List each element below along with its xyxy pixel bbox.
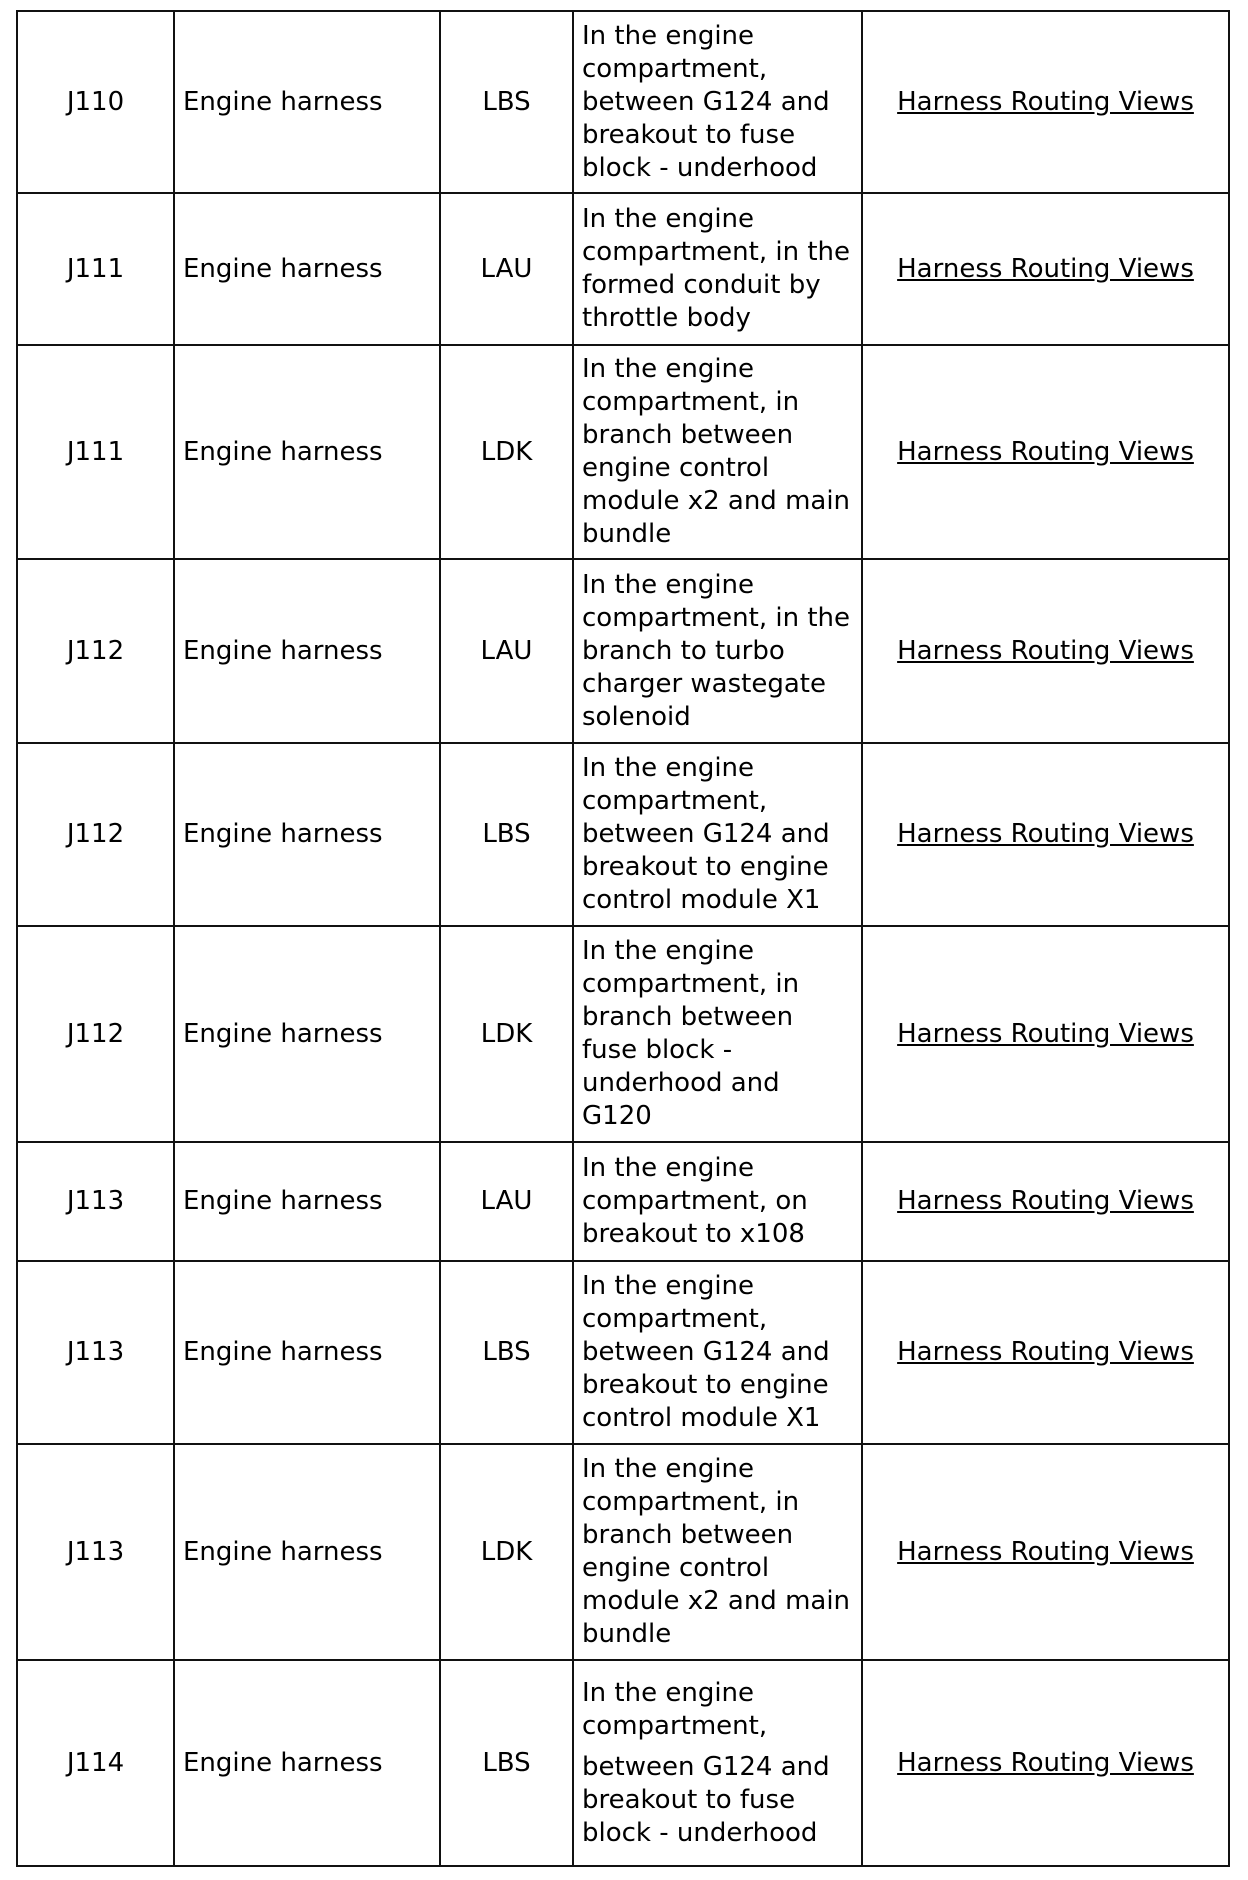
location-text: In the engine compartment, between G124 and breakout to engine control module X1 xyxy=(582,1271,830,1433)
location-text: In the engine compartment, in branch between engine control module x2 and main bundle xyxy=(582,1454,851,1649)
option-code: LDK xyxy=(440,926,573,1142)
harness-routing-views-link[interactable]: Harness Routing Views xyxy=(897,253,1194,284)
connector-number: J112 xyxy=(17,559,174,743)
option-code: LDK xyxy=(440,345,573,559)
harness-routing-views-link[interactable]: Harness Routing Views xyxy=(897,436,1194,467)
table-row xyxy=(17,743,1229,926)
routing-link-cell xyxy=(862,1444,1229,1660)
table-row xyxy=(17,11,1229,193)
location-text: In the engine compartment, between G124 and breakout to engine control module X1 xyxy=(582,753,830,915)
harness-name: Engine harness xyxy=(174,345,440,559)
location-text: In the engine compartment, xyxy=(582,1677,768,1741)
routing-link-cell xyxy=(862,193,1229,345)
connector-table-body xyxy=(17,11,1229,1866)
connector-number: J111 xyxy=(17,193,174,345)
location-description xyxy=(573,559,862,743)
harness-name: Engine harness xyxy=(174,193,440,345)
harness-name: Engine harness xyxy=(174,926,440,1142)
option-code: LBS xyxy=(440,1261,573,1444)
routing-link-cell xyxy=(862,743,1229,926)
table-row xyxy=(17,1261,1229,1444)
harness-routing-views-link[interactable]: Harness Routing Views xyxy=(897,635,1194,666)
harness-name: Engine harness xyxy=(174,743,440,926)
location-text: In the engine compartment, in the branch to turbo charger wastegate solenoid xyxy=(582,569,851,732)
harness-name: Engine harness xyxy=(174,1142,440,1261)
option-code: LBS xyxy=(440,1660,573,1866)
location-text: In the engine compartment, in branch between engine control module x2 and main bundle xyxy=(582,354,851,549)
location-description xyxy=(573,926,862,1142)
connector-number: J113 xyxy=(17,1444,174,1660)
location-description xyxy=(573,193,862,345)
harness-routing-views-link[interactable]: Harness Routing Views xyxy=(897,819,1194,849)
harness-routing-views-link[interactable]: Harness Routing Views xyxy=(897,1018,1194,1049)
harness-routing-views-link[interactable]: Harness Routing Views xyxy=(897,1536,1194,1567)
routing-link-cell xyxy=(862,559,1229,743)
location-description xyxy=(573,345,862,559)
harness-name: Engine harness xyxy=(174,559,440,743)
harness-name: Engine harness xyxy=(174,1261,440,1444)
routing-link-cell xyxy=(862,1142,1229,1261)
harness-name: Engine harness xyxy=(174,11,440,193)
routing-link-cell xyxy=(862,11,1229,193)
harness-routing-views-link[interactable]: Harness Routing Views xyxy=(897,1186,1194,1216)
harness-routing-views-link[interactable]: Harness Routing Views xyxy=(897,1337,1194,1367)
harness-routing-views-link[interactable]: Harness Routing Views xyxy=(897,1747,1194,1778)
harness-name: Engine harness xyxy=(174,1444,440,1660)
option-code: LDK xyxy=(440,1444,573,1660)
connector-number: J111 xyxy=(17,345,174,559)
table-row xyxy=(17,1142,1229,1261)
location-text: In the engine compartment, on breakout to x108 xyxy=(582,1153,808,1249)
connector-table xyxy=(16,10,1230,1867)
table-row xyxy=(17,193,1229,345)
location-description xyxy=(573,11,862,193)
harness-name: Engine harness xyxy=(174,1660,440,1866)
routing-link-cell xyxy=(862,926,1229,1142)
routing-link-cell xyxy=(862,1660,1229,1866)
connector-number: J112 xyxy=(17,926,174,1142)
connector-number: J110 xyxy=(17,11,174,193)
connector-number: J113 xyxy=(17,1261,174,1444)
location-description xyxy=(573,1660,862,1866)
location-text: In the engine compartment, between G124 and breakout to fuse block - underhood xyxy=(582,20,830,183)
location-text: In the engine compartment, in branch between fuse block - underhood and G120 xyxy=(582,936,800,1131)
connector-number: J114 xyxy=(17,1660,174,1866)
location-text: In the engine compartment, in the formed conduit by throttle body xyxy=(582,204,851,333)
location-description xyxy=(573,1261,862,1444)
table-row xyxy=(17,1660,1229,1866)
routing-link-cell xyxy=(862,345,1229,559)
option-code: LAU xyxy=(440,559,573,743)
routing-link-cell xyxy=(862,1261,1229,1444)
table-row xyxy=(17,926,1229,1142)
location-description xyxy=(573,743,862,926)
option-code: LBS xyxy=(440,11,573,193)
option-code: LAU xyxy=(440,193,573,345)
location-description xyxy=(573,1444,862,1660)
location-text-continued: between G124 and breakout to fuse block - underhood xyxy=(582,1751,830,1848)
option-code: LBS xyxy=(440,743,573,926)
table-row xyxy=(17,1444,1229,1660)
table-row xyxy=(17,345,1229,559)
location-description xyxy=(573,1142,862,1261)
table-row xyxy=(17,559,1229,743)
option-code: LAU xyxy=(440,1142,573,1261)
connector-number: J112 xyxy=(17,743,174,926)
harness-routing-views-link[interactable]: Harness Routing Views xyxy=(897,86,1194,117)
connector-number: J113 xyxy=(17,1142,174,1261)
